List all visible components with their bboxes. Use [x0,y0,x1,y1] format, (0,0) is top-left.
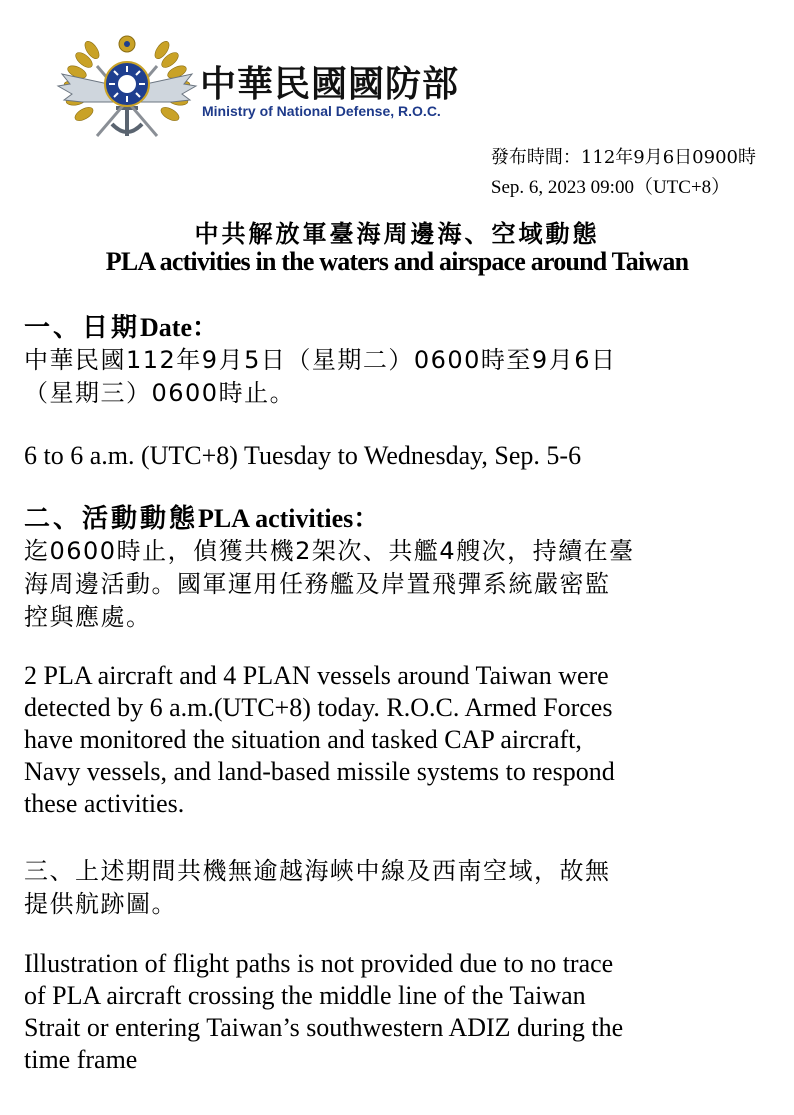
page-title-en: PLA activities in the waters and airspace around Taiwan [105,247,689,276]
section-heading: 一、日期Date： [24,313,222,343]
paragraph-en: 2 PLA aircraft and 4 PLAN vessels around Taiwan were detected by 6 a.m.(UTC+8) today. R.O.C. Armed Forces have monitored the situation and tasked CAP aircraft, Navy vessels, and land-based missile systems to respond these activities. [24,661,615,818]
paragraph-zh: 中華民國112年9月5日（星期二）0600時至9月6日 （星期三）0600時止。 [24,346,617,407]
release-time-en: Sep. 6, 2023 09:00（UTC+8） [490,177,731,198]
paragraph-zh: 迄0600時止，偵獲共機2架次、共艦4艘次，持續在臺 海周邊活動。國軍運用任務艦及岸置飛彈系統嚴密監 控與應處。 [24,537,635,631]
release-time [491,143,756,203]
org-name-zh: 中華民國國防部 [200,64,460,105]
mnd-emblem-icon [52,28,202,146]
paragraph-zh: 三、上述期間共機無逾越海峽中線及西南空域，故無 提供航跡圖。 [24,857,611,918]
page-title-zh: 中共解放軍臺海周邊海、空域動態 [194,219,600,248]
section-activities [24,503,764,820]
section-heading: 二、活動動態PLA activities： [24,504,383,534]
org-name-en: Ministry of National Defense, R.O.C. [202,103,441,119]
paragraph-en: 6 to 6 a.m. (UTC+8) Tuesday to Wednesday, Sep. 5-6 [24,441,582,470]
section-flight-paths [24,855,764,1076]
section-date [24,312,764,472]
paragraph-en: Illustration of flight paths is not provided due to no trace of PLA aircraft crossing the middle line of the Taiwan Strait or entering Taiwan’s southwestern ADIZ during the time frame [24,949,624,1074]
release-time-zh: 發布時間：112年9月6日0900時 [490,147,756,168]
